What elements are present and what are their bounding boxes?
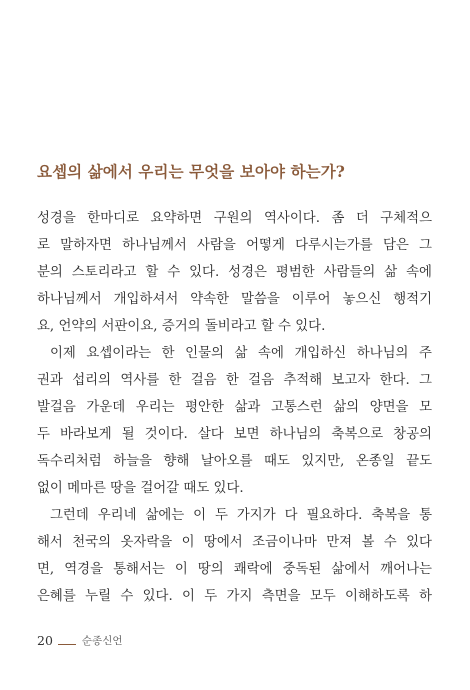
- text-line: 요, 언약의 서판이요, 증거의 돌비라고 할 수 있다.: [37, 319, 326, 334]
- text-line: 로 말하자면 하나님께서 사람을 어떻게 다루시는가를 담은 그: [37, 238, 432, 253]
- text-line: 독수리처럼 하늘을 향해 날아오를 때도 있지만, 온종일 끝도: [37, 454, 432, 469]
- body-text: [37, 205, 432, 610]
- footer-divider: [58, 644, 76, 645]
- text-line: 성경을 한마디로 요약하면 구원의 역사이다. 좀 더 구체적으: [37, 211, 432, 226]
- page-footer: [37, 631, 122, 649]
- text-line: 은혜를 누릴 수 있다. 이 두 가지 측면을 모두 이해하도록 하: [37, 589, 432, 604]
- text-line: 해서 천국의 옷자락을 이 땅에서 조금이나마 만져 볼 수 있다: [37, 535, 432, 550]
- text-line: 두 바라보게 될 것이다. 살다 보면 하나님의 축복으로 창공의: [37, 427, 432, 442]
- text-line: 발걸음 가운데 우리는 평안한 삶과 고통스런 삶의 양면을 모: [37, 400, 432, 415]
- text-line: 면, 역경을 통해서는 이 땅의 쾌락에 중독된 삶에서 깨어나는: [37, 562, 432, 577]
- text-line: 권과 섭리의 역사를 한 걸음 한 걸음 추적해 보고자 한다. 그: [37, 373, 432, 388]
- running-title: 순종신언: [81, 634, 123, 647]
- text-line: 없이 메마른 땅을 걸어갈 때도 있다.: [37, 481, 244, 496]
- chapter-subheading: 요셉의 삶에서 우리는 무엇을 보아야 하는가?: [37, 162, 345, 181]
- text-line: 분의 스토리라고 할 수 있다. 성경은 평범한 사람들의 삶 속에: [37, 265, 432, 280]
- text-line: 이제 요셉이라는 한 인물의 삶 속에 개입하신 하나님의 주: [50, 346, 432, 361]
- text-line: 하나님께서 개입하셔서 약속한 말씀을 이루어 놓으신 행적기: [37, 292, 432, 307]
- text-line: 그런데 우리네 삶에는 이 두 가지가 다 필요하다. 축복을 통: [50, 508, 432, 523]
- page-number: 20: [37, 632, 53, 648]
